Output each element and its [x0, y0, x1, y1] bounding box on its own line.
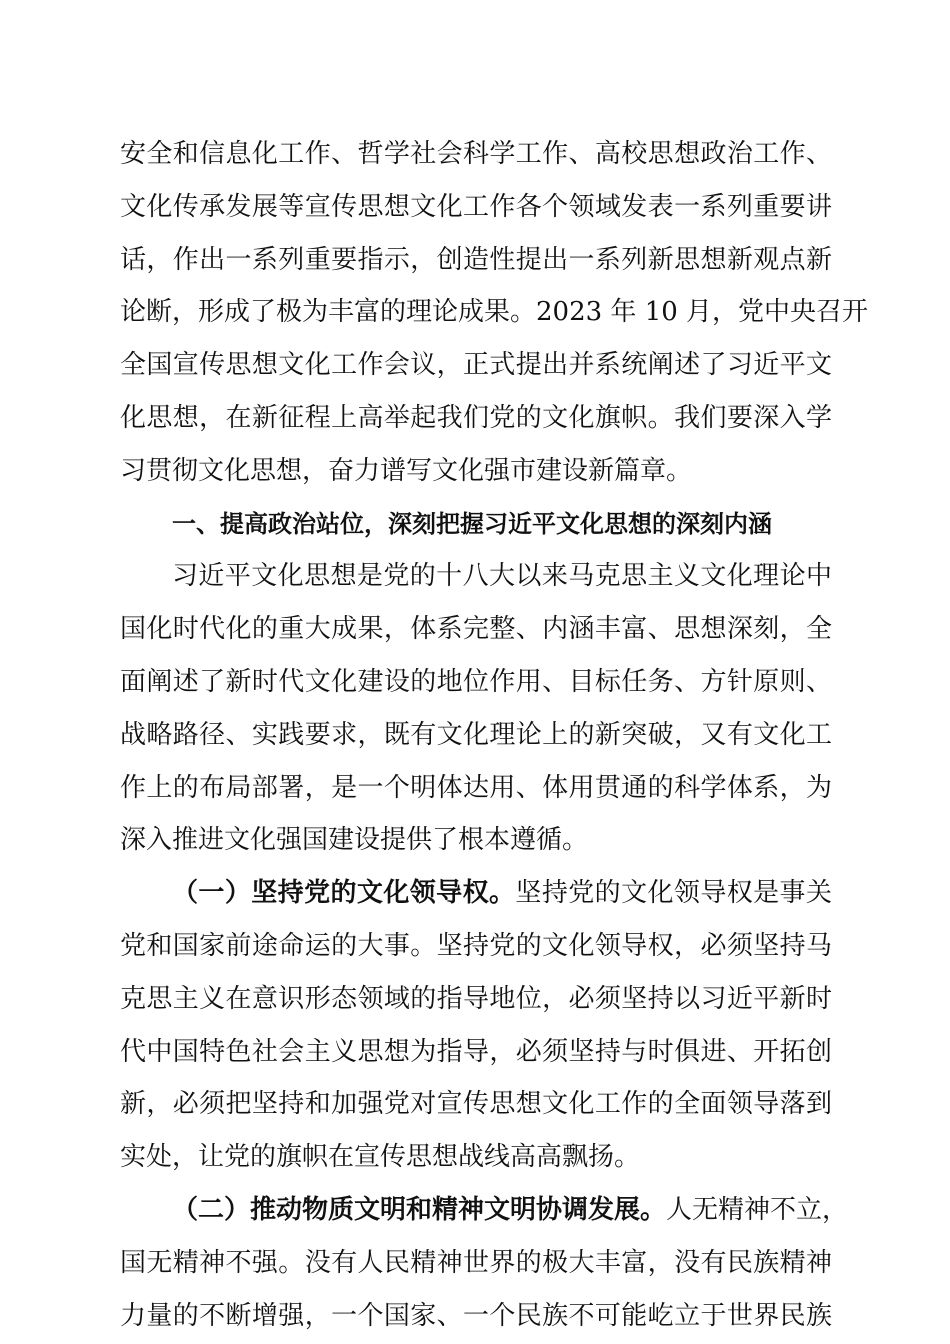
- paragraph-2: [120, 867, 832, 1184]
- text-line: 面阐述了新时代文化建设的地位作用、目标任务、方针原则、: [120, 666, 832, 697]
- text-line: 战略路径、实践要求，既有文化理论上的新突破，又有文化工: [120, 719, 832, 750]
- text-line: 化思想，在新征程上高举起我们党的文化旗帜。我们要深入学: [120, 402, 832, 433]
- text-line: 文化传承发展等宣传思想文化工作各个领域发表一系列重要讲: [120, 191, 832, 222]
- text-span: 坚持党的文化领导权是事关: [515, 878, 832, 909]
- text-line: [120, 1184, 849, 1237]
- text-span: 人无精神不立，: [666, 1194, 849, 1225]
- text-line: 党和国家前途命运的大事。坚持党的文化领导权，必须坚持马: [120, 930, 832, 961]
- section-heading: 一、提高政治站位，深刻把握习近平文化思想的深刻内涵: [172, 509, 772, 538]
- text-line: 安全和信息化工作、哲学社会科学工作、高校思想政治工作、: [120, 139, 832, 169]
- paragraph-3: [120, 1184, 849, 1342]
- text-line: 克思主义在意识形态领域的指导地位，必须坚持以习近平新时: [120, 983, 832, 1014]
- text-line: 国无精神不强。没有人民精神世界的极大丰富，没有民族精神: [120, 1247, 832, 1278]
- text-line: 国化时代化的重大成果，体系完整、内涵丰富、思想深刻，全: [120, 614, 832, 645]
- text-line: 力量的不断增强，一个国家、一个民族不可能屹立于世界民族: [120, 1300, 832, 1331]
- document-page: [120, 128, 869, 1342]
- paragraph-1: [120, 550, 832, 867]
- text-line: 深入推进文化强国建设提供了根本遵循。: [120, 825, 589, 856]
- text-line: 作上的布局部署，是一个明体达用、体用贯通的科学体系，为: [120, 772, 832, 803]
- text-line: 习贯彻文化思想，奋力谱写文化强市建设新篇章。: [120, 455, 693, 486]
- text-line: 论断，形成了极为丰富的理论成果。2023 年 10 月，党中央召开: [120, 297, 869, 328]
- subsection-title: （一）坚持党的文化领导权。: [172, 878, 516, 909]
- subsection-title: （二）推动物质文明和精神文明协调发展。: [172, 1194, 667, 1225]
- text-line: 话，作出一系列重要指示，创造性提出一系列新思想新观点新: [120, 244, 832, 275]
- text-line: 实处，让党的旗帜在宣传思想战线高高飘扬。: [120, 1142, 641, 1173]
- text-line: [120, 867, 832, 920]
- text-line: 全国宣传思想文化工作会议，正式提出并系统阐述了习近平文: [120, 350, 832, 381]
- text-line: 新，必须把坚持和加强党对宣传思想文化工作的全面领导落到: [120, 1089, 832, 1120]
- intro-paragraph: [120, 128, 869, 498]
- text-line: 习近平文化思想是党的十八大以来马克思主义文化理论中: [172, 561, 832, 592]
- text-line: 代中国特色社会主义思想为指导，必须坚持与时俱进、开拓创: [120, 1036, 832, 1067]
